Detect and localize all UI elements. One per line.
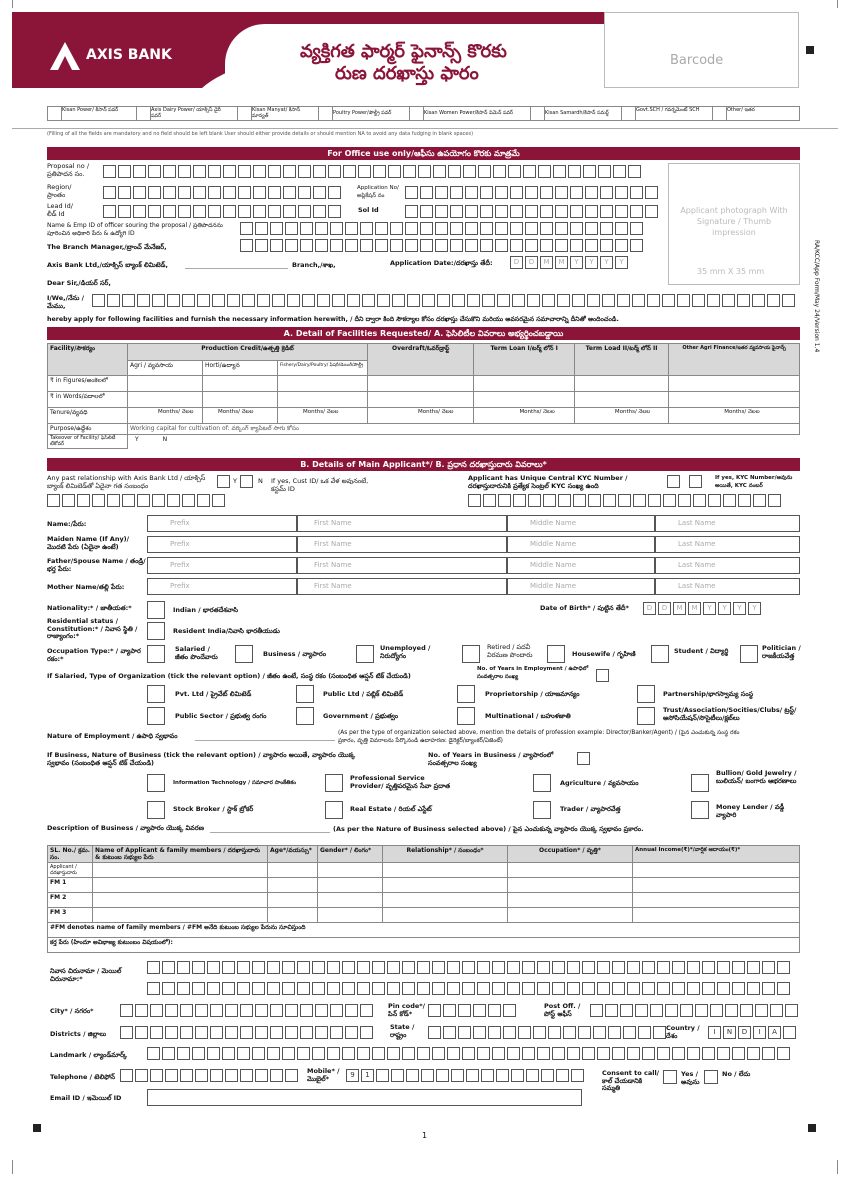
working-capital-label: Working capital for cultivation of: వర్కింగ్ క్యాపిటల్ సాగు కోసం <box>128 424 800 435</box>
cell[interactable] <box>508 893 633 908</box>
cell[interactable] <box>574 392 668 408</box>
application-no-boxes[interactable] <box>405 186 660 199</box>
cell[interactable] <box>508 863 633 878</box>
proprietorship-label: Proprietorship / యాజమాన్యం <box>485 690 580 698</box>
i-we-boxes[interactable] <box>92 294 797 307</box>
cell[interactable] <box>368 376 474 392</box>
photo-size: 35 mm X 35 mm <box>697 267 765 276</box>
cell[interactable] <box>268 893 318 908</box>
tenure-months[interactable]: Months/ నెలల <box>669 408 800 424</box>
business-checkbox[interactable] <box>235 645 253 663</box>
it-label: Information Technology / సమాచార సాంకేతికం <box>173 780 296 786</box>
tenure-months[interactable]: Months/ నెలల <box>368 408 474 424</box>
years-biz-boxes[interactable] <box>577 752 592 765</box>
lead-id-boxes[interactable] <box>103 205 343 218</box>
stock-label: Stock Broker / స్టాక్ బ్రోకర్ <box>173 805 254 813</box>
product-govt-sch[interactable]: Govt.SCH / గవర్నమెంట్ SCH <box>636 107 700 113</box>
agriculture-label: Agriculture / వ్యవసాయం <box>560 779 639 787</box>
family-row-applicant: Applicant / దరఖాస్తుదారు <box>48 863 93 878</box>
mother-middle[interactable]: Middle Name <box>507 578 655 595</box>
cell[interactable] <box>128 376 203 392</box>
pin-boxes[interactable] <box>428 1004 518 1017</box>
tenure-months[interactable]: Months/ నెలల <box>574 408 668 424</box>
father-last[interactable]: Last Name <box>655 557 800 574</box>
politician-label: Politician / రాజకీయవేత్త <box>762 644 801 660</box>
consent-yes-label: Yes / అవును <box>681 1070 700 1086</box>
takeover-n[interactable]: N <box>162 436 168 443</box>
city-label: City* / నగరం* <box>50 1007 94 1015</box>
cell[interactable] <box>93 908 268 923</box>
indian-checkbox[interactable] <box>147 601 165 619</box>
desc-biz-note: (As per the Nature of Business selected above) / పైన ఎంచుకున్న వ్యాపారం యొక్క స్వభావం ప్రకారం. <box>333 825 644 833</box>
family-row-fm3: FM 3 <box>48 908 93 923</box>
kyc-n-box[interactable] <box>689 475 702 488</box>
barcode-label: Barcode <box>670 53 724 68</box>
name-prefix[interactable]: Prefix <box>147 515 297 532</box>
cell[interactable] <box>383 908 508 923</box>
retired-label: Retired / పదవీ విరమణ పొందారు <box>487 643 533 659</box>
cell[interactable] <box>669 392 800 408</box>
cell[interactable] <box>203 376 278 392</box>
indian-label: Indian / భారతదేశవాసి <box>173 606 239 614</box>
name-middle[interactable]: Middle Name <box>507 515 655 532</box>
product-kisan-women-power[interactable]: Kisan Women Power/కిసాన్ విమెన్ పవర్ <box>424 110 514 116</box>
salaried-label: Salaried / జీతం పొందేవారు <box>175 645 218 661</box>
state-label: State / రాష్ట్రం <box>390 1023 415 1039</box>
government-checkbox[interactable] <box>296 707 314 725</box>
name-last[interactable]: Last Name <box>655 515 800 532</box>
maiden-prefix[interactable]: Prefix <box>147 536 297 553</box>
tenure-months[interactable]: Months/ నెలల <box>474 408 574 424</box>
father-prefix[interactable]: Prefix <box>147 557 297 574</box>
family-header-age: Age*/వయస్సు* <box>268 846 318 863</box>
cell[interactable] <box>318 893 383 908</box>
father-label: Father/Spouse Name / తండ్రి/భర్త పేరు: <box>47 557 146 573</box>
application-no-label: Application No/ అప్లికేషన్ నం <box>357 185 399 199</box>
partnership-label: Partnership/భాగస్వామ్య సంస్థ <box>663 690 754 698</box>
mother-first[interactable]: First Name <box>297 578 507 595</box>
consent-no-label: No / లేదు <box>722 1070 751 1078</box>
family-row-fm1: FM 1 <box>48 878 93 893</box>
agriculture-checkbox[interactable] <box>533 774 551 792</box>
horti-header: Horti/ఉద్యాన <box>203 361 278 376</box>
landmark-label: Landmark / ల్యాండ్‌మార్క్ <box>50 1051 128 1059</box>
product-poultry-power[interactable]: Poultry Power/పౌల్ట్రీ పవర్ <box>333 110 392 116</box>
fishery-header: Fishery/Dairy/Poultry/ ఫిషరీ/డెయిరీ/పౌల్ట్రీ <box>278 361 368 376</box>
past-relation-n-box[interactable] <box>240 475 253 488</box>
past-n-label: N <box>258 477 263 485</box>
trader-label: Trader / వ్యాపారవేత్త <box>560 805 621 813</box>
partnership-checkbox[interactable] <box>637 685 655 703</box>
post-off-label: Post Off. / పోస్ట్ ఆఫీస్ <box>544 1002 581 1018</box>
family-header-sl: SL. No./ క్రమ. సం. <box>48 846 93 863</box>
form-title-line2: రుణ దరఖాస్తు ఫారం <box>335 63 479 84</box>
bullion-label: Bullion/ Gold Jewelry / బులియన్/ బంగారు ఆభరణాలు <box>716 769 797 785</box>
professional-checkbox[interactable] <box>325 774 343 792</box>
telephone-boxes[interactable] <box>120 1069 300 1082</box>
cell[interactable] <box>278 392 368 408</box>
retired-checkbox[interactable] <box>462 645 480 663</box>
office-use-bar: For Office use only/ఆఫీసు ఉపయోగం కొరకు మాత్రమే <box>47 147 800 160</box>
salaried-checkbox[interactable] <box>147 645 165 663</box>
kyc-number-label: If yes, KYC Number/అవును అయితే, KYC నంబర్ <box>715 475 793 489</box>
cell[interactable] <box>474 392 574 408</box>
districts-label: Districts / జిల్లాలు <box>50 1030 107 1038</box>
father-middle[interactable]: Middle Name <box>507 557 655 574</box>
tenure-months[interactable]: Months/ నెలల <box>278 408 368 424</box>
bank-name: AXIS BANK <box>86 47 172 63</box>
unemployed-checkbox[interactable] <box>356 645 374 663</box>
family-header-gender: Gender* / లింగం* <box>318 846 383 863</box>
officer-name-label: Name & Emp ID of officer souring the proposal / ప్రతిపాదనను పూరించిన అధికారి పేరు & ఉద్యోగి ID <box>47 222 223 237</box>
mandatory-note: (Filling of all the fields are mandatory and no field should be left blank User should either provide details or should mention NA to avoid any data fudging in blank spaces) <box>47 131 474 137</box>
term-loan-2-header: Term Load II/టర్మ్ లోన్ II <box>574 344 668 376</box>
agri-header: Agri / వ్యవసాయ <box>128 361 203 376</box>
cell[interactable] <box>268 878 318 893</box>
landmark-boxes[interactable] <box>147 1047 792 1060</box>
photo-label: Applicant photograph With Signature / Thumb impression <box>680 206 788 237</box>
sol-id-label: Sol Id <box>358 206 379 214</box>
residential-label: Residential status / Constitution:* / నివాస స్థితి / రాజ్యాంగం:* <box>47 617 138 640</box>
takeover-y[interactable]: Y <box>135 436 139 443</box>
cell[interactable] <box>203 392 278 408</box>
mobile-label: Mobile* / మొబైల్* <box>307 1067 340 1083</box>
branch-manager-label: The Branch Manager,/బ్రాంచ్ మేనేజర్, <box>47 243 167 251</box>
cell[interactable] <box>574 376 668 392</box>
overdraft-header: Overdraft/ఓవర్‌డ్రాఫ్ట్ <box>368 344 474 376</box>
cell[interactable] <box>383 893 508 908</box>
version-label: RA/KCC/App Form/May 24/Version 1.4 <box>813 240 820 353</box>
pvt-ltd-label: Pvt. Ltd / ప్రైవేట్ లిమిటెడ్ <box>175 690 252 698</box>
real-estate-label: Real Estate / రియల్ ఎస్టేట్ <box>350 805 432 813</box>
public-sector-label: Public Sector / ప్రభుత్వ రంగం <box>175 712 267 720</box>
axis-bank-ltd-label: Axis Bank Ltd,/యాక్సిస్ బ్యాంక్ లిమిటెడ్, <box>47 261 168 269</box>
housewife-checkbox[interactable] <box>547 645 565 663</box>
nature-biz-label: If Business, Nature of Business (tick the relevant option) / వ్యాపారం అయితే, వ్యాపారం యొక్క స్వభావం (సంబంధిత ఆప్షన్ టిక్ చేయండి) <box>47 751 356 767</box>
address-label: నివాస చిరునామా / మెయిల్ చిరునామా:* <box>50 967 122 983</box>
public-sector-checkbox[interactable] <box>147 707 165 725</box>
cell[interactable] <box>278 376 368 392</box>
cell[interactable] <box>633 863 800 878</box>
it-checkbox[interactable] <box>147 774 165 792</box>
country-label: Country / దేశం <box>666 1024 700 1040</box>
cust-id-boxes[interactable] <box>47 494 227 507</box>
maiden-label: Maiden Name (If Any)/ మొదటి పేరు (ఏదైనా ఉంటే) <box>47 535 130 551</box>
cell[interactable] <box>93 893 268 908</box>
cell[interactable] <box>633 878 800 893</box>
government-label: Government / ప్రభుత్వం <box>323 712 398 720</box>
dear-sir: Dear Sir,/డియర్ సర్, <box>47 279 111 287</box>
past-relation-y-box[interactable] <box>217 475 230 488</box>
father-first[interactable]: First Name <box>297 557 507 574</box>
multinational-label: Multinational / బహుళజాతి <box>485 712 571 720</box>
real-estate-checkbox[interactable] <box>325 801 343 819</box>
name-label: Name:/పేరు: <box>47 520 87 528</box>
pin-label: Pin code*/ పిన్ కోడ్* <box>388 1002 426 1018</box>
public-ltd-label: Public Ltd / పబ్లిక్ లిమిటెడ్ <box>323 690 404 698</box>
family-row-fm2: FM 2 <box>48 893 93 908</box>
cell[interactable] <box>318 863 383 878</box>
money-lender-label: Money Lender / వడ్డీ వ్యాపారి <box>716 803 785 819</box>
student-label: Student / విద్యార్థి <box>674 647 729 655</box>
past-y-label: Y <box>233 477 237 485</box>
cell[interactable] <box>268 908 318 923</box>
product-kisan-manyat[interactable]: Kisan Manyat/ కిసాన్ మాన్యత్ <box>252 107 300 119</box>
product-strip <box>47 106 800 121</box>
stock-checkbox[interactable] <box>147 801 165 819</box>
email-field[interactable] <box>147 1089 582 1106</box>
bullion-checkbox[interactable] <box>691 774 709 792</box>
application-date-label: Application Date:/దరఖాస్తు తేదీ: <box>390 259 493 267</box>
unemployed-label: Unemployed / నిరుద్యోగం <box>380 644 431 660</box>
past-relationship-label: Any past relationship with Axis Bank Ltd / యాక్సిస్ బ్యాంక్ లిమిటెడ్‌తో ఏదైనా గత సంబంధం <box>47 474 206 490</box>
consent-no-checkbox[interactable] <box>704 1070 718 1084</box>
cell[interactable] <box>268 863 318 878</box>
tenure-label: Tenure/వ్యవధి <box>48 408 128 424</box>
multinational-checkbox[interactable] <box>457 707 475 725</box>
years-emp-boxes[interactable] <box>596 669 611 682</box>
other-agri-header: Other Agri Finance/ఇతర వ్యవసాయ ఫైనాన్స్ <box>669 344 800 376</box>
consent-label: Consent to call/ కాల్ చేయడానికి సమ్మతి <box>602 1069 660 1092</box>
maiden-last[interactable]: Last Name <box>655 536 800 553</box>
page-number: 1 <box>422 1131 428 1140</box>
officer-name-boxes[interactable] <box>240 222 645 235</box>
lead-id-label: Lead Id/ లీడ్ Id <box>47 202 73 218</box>
family-table <box>47 845 800 953</box>
kyc-number-boxes[interactable] <box>468 494 783 507</box>
form-title-line1: వ్యక్తిగత ఫార్మర్ ఫైనాన్స్ కొరకు <box>300 41 507 62</box>
facilities-bar: A. Detail of Facilities Requested/ A. ఫెసిలిటీల వివరాలు అభ్యర్థించబడ్డాయి <box>47 327 800 340</box>
districts-boxes[interactable] <box>120 1026 375 1039</box>
family-header-name: Name of Applicant & family members / దరఖాస్తుదారు & కుటుంబ సభ్యుల పేరు <box>93 846 268 863</box>
state-boxes[interactable] <box>428 1026 668 1039</box>
post-off-boxes[interactable] <box>590 1004 800 1017</box>
trust-checkbox[interactable] <box>637 707 655 725</box>
product-kisan-samardh[interactable]: Kisan Samardh/కిసాన్ సమర్థ్ <box>545 110 609 116</box>
cell[interactable] <box>633 893 800 908</box>
proprietorship-checkbox[interactable] <box>457 685 475 703</box>
student-checkbox[interactable] <box>651 645 669 663</box>
politician-checkbox[interactable] <box>740 645 758 663</box>
cell[interactable] <box>318 908 383 923</box>
production-credit-header: Production Credit/ఉత్పత్తి క్రెడిట్ <box>128 344 368 361</box>
mother-last[interactable]: Last Name <box>655 578 800 595</box>
region-label: Region/ ప్రాంతం <box>47 183 72 199</box>
business-label: Business / వ్యాపారం <box>263 650 326 658</box>
term-loan-1-header: Term Loan I/టర్మ్ లోన్ I <box>474 344 574 376</box>
region-boxes[interactable] <box>103 186 343 199</box>
desc-biz-label: Description of Business / వ్యాపారం యొక్క వివరణ <box>47 824 204 832</box>
country-boxes[interactable]: I N D I A <box>708 1026 798 1039</box>
kyc-label: Applicant has Unique Central KYC Number / దరఖాస్తుదారునికి ప్రత్యేక సెంట్రల్ KYC సంఖ్య ఉంది <box>468 474 628 490</box>
nature-emp-label: Nature of Employment / ఉపాధి స్వభావం <box>47 732 178 740</box>
trader-checkbox[interactable] <box>533 801 551 819</box>
telephone-label: Telephone / టెలిఫోన్ <box>50 1073 116 1081</box>
dob-label: Date of Birth* / పుట్టిన తేదీ* <box>540 604 629 612</box>
officer-id-boxes[interactable] <box>240 239 645 252</box>
cell[interactable] <box>383 863 508 878</box>
dob-boxes[interactable]: D D M M Y Y Y Y <box>643 602 763 615</box>
trust-label: Trust/Association/Socities/Clubs/ ట్రస్ట్/అసోసియేషన్/సొసైటీలు/క్లబ్‌లు <box>663 706 797 722</box>
professional-label: Professional Service Provider/ వృత్తిపరమైన సేవా ప్రదాత <box>350 774 451 790</box>
resident-checkbox[interactable] <box>147 622 165 640</box>
application-date-boxes[interactable]: D D M M Y Y Y Y <box>510 256 630 269</box>
cell[interactable] <box>474 376 574 392</box>
name-grid <box>147 515 800 595</box>
in-words-label: ₹ in Words/పదాలలో <box>48 392 128 408</box>
tenure-months[interactable]: Months/ నెలల <box>203 408 278 424</box>
housewife-label: Housewife / గృహిణి <box>572 650 636 658</box>
cell[interactable] <box>128 392 203 408</box>
email-label: Email ID / ఇమెయిల్ ID <box>50 1094 122 1102</box>
facility-header: Facility/సౌకర్యం <box>48 344 128 376</box>
city-boxes[interactable] <box>120 1004 375 1017</box>
mother-prefix[interactable]: Prefix <box>147 578 297 595</box>
nationality-label: Nationality:* / జాతీయత:* <box>47 604 132 612</box>
family-header-occupation: Occupation* / వృత్తి* <box>508 846 633 863</box>
cust-id-label: If yes, Cust ID/ ఒక వేళ అవునంటే, కస్టమ్ ID <box>271 477 369 493</box>
cell[interactable] <box>383 878 508 893</box>
axis-logo-icon <box>48 40 82 78</box>
address-boxes-1[interactable] <box>147 961 792 974</box>
karta-label[interactable]: కర్త పేరు (హిందూ అవిభాజ్య కుటుంబం విషయంలో): <box>48 938 800 953</box>
address-boxes-2[interactable] <box>147 982 792 995</box>
resident-label: Resident India/నివాసి భారతీయుడు <box>173 627 280 635</box>
branch-label: Branch,/శాఖ, <box>292 261 336 269</box>
cell[interactable] <box>508 878 633 893</box>
proposal-no-label: Proposal no / ప్రతిపాదన సం. <box>47 162 90 178</box>
cell[interactable] <box>93 878 268 893</box>
cell[interactable] <box>93 863 268 878</box>
cell[interactable] <box>633 908 800 923</box>
family-header-relationship: Relationship* / సంబంధం* <box>383 846 508 863</box>
consent-yes-checkbox[interactable] <box>663 1070 677 1084</box>
cell[interactable] <box>508 908 633 923</box>
facilities-table <box>47 343 800 449</box>
sol-id-boxes[interactable] <box>405 205 660 218</box>
occupation-label: Occupation Type:* / వ్యాపార రకం:* <box>47 647 141 663</box>
money-lender-checkbox[interactable] <box>691 801 709 819</box>
purpose-label: Purpose/ఉద్దేశం <box>48 424 128 435</box>
hereby-statement: hereby apply for following facilities and furnish the necessary information herewith, / దీని ద్వారా కింది సౌకర్యాల కోసం దరఖాస్తు చేసుకొని మరియు అవసరమైన సమాచారాన్ని దీనితో అందించండి. <box>47 316 619 323</box>
public-ltd-checkbox[interactable] <box>296 685 314 703</box>
takeover-label: Takeover of Facility/ ఫెసిలిటీ టేకోవర్ <box>48 435 128 449</box>
years-emp-label: No. of Years in Employment / ఉపాధిలో సంవత్సరాల సంఖ్య <box>477 666 589 680</box>
cell[interactable] <box>368 392 474 408</box>
nature-emp-note: (As per the type of organization selected above, mention the details of profession example: Director/Banker/Agent) / (పైన ఎంచుకున్న సంస్థ రకం ప్రకారం, వృత్తి వివరాలను పేర్కొనండి ఉదాహరణ: డైరెక్టర్/బ్యాంకర్/ఏజెంట్) <box>338 730 740 744</box>
i-we-label: I/We,/నేను /మేము, <box>47 294 84 310</box>
maiden-middle[interactable]: Middle Name <box>507 536 655 553</box>
mother-label: Mother Name/తల్లి పేరు: <box>47 583 125 591</box>
barcode-box <box>604 12 799 88</box>
in-figures-label: ₹ in Figures/అంకెలలో <box>48 376 128 392</box>
product-other[interactable]: Other/ ఇతర <box>727 107 755 113</box>
product-axis-dairy-power[interactable]: Axis Dairy Power/ యాక్సిస్ డైరీ పవర్ <box>151 107 221 119</box>
applicant-bar: B. Details of Main Applicant*/ B. ప్రధాన దరఖాస్తుదారు వివరాలు* <box>47 458 800 471</box>
maiden-first[interactable]: First Name <box>297 536 507 553</box>
kyc-y-box[interactable] <box>667 475 680 488</box>
years-biz-label: No. of Years in Business / వ్యాపారంలో సంవత్సరాల సంఖ్య <box>428 751 554 767</box>
fm-note: #FM denotes name of family members / #FM అనేది కుటుంబ సభ్యుల పేరును సూచిస్తుంది <box>48 923 800 938</box>
org-type-label: If Salaried, Type of Organization (tick the relevant option) / జీతం ఉంటే, సంస్థ రకం (సంబంధిత ఆప్షన్ టిక్ చేయండి) <box>47 672 411 680</box>
cell[interactable] <box>318 878 383 893</box>
tenure-months[interactable]: Months/ నెలల <box>128 408 203 424</box>
name-first[interactable]: First Name <box>297 515 507 532</box>
proposal-no-boxes[interactable] <box>103 165 643 178</box>
mobile-boxes[interactable]: 9 1 <box>346 1069 586 1082</box>
pvt-ltd-checkbox[interactable] <box>147 685 165 703</box>
cell[interactable] <box>669 376 800 392</box>
product-kisan-power[interactable]: Kisan Power/ కిసాన్ పవర్ <box>62 107 119 113</box>
family-header-income: Annual Income(₹)*/వార్షిక ఆదాయం(₹)* <box>633 846 800 863</box>
